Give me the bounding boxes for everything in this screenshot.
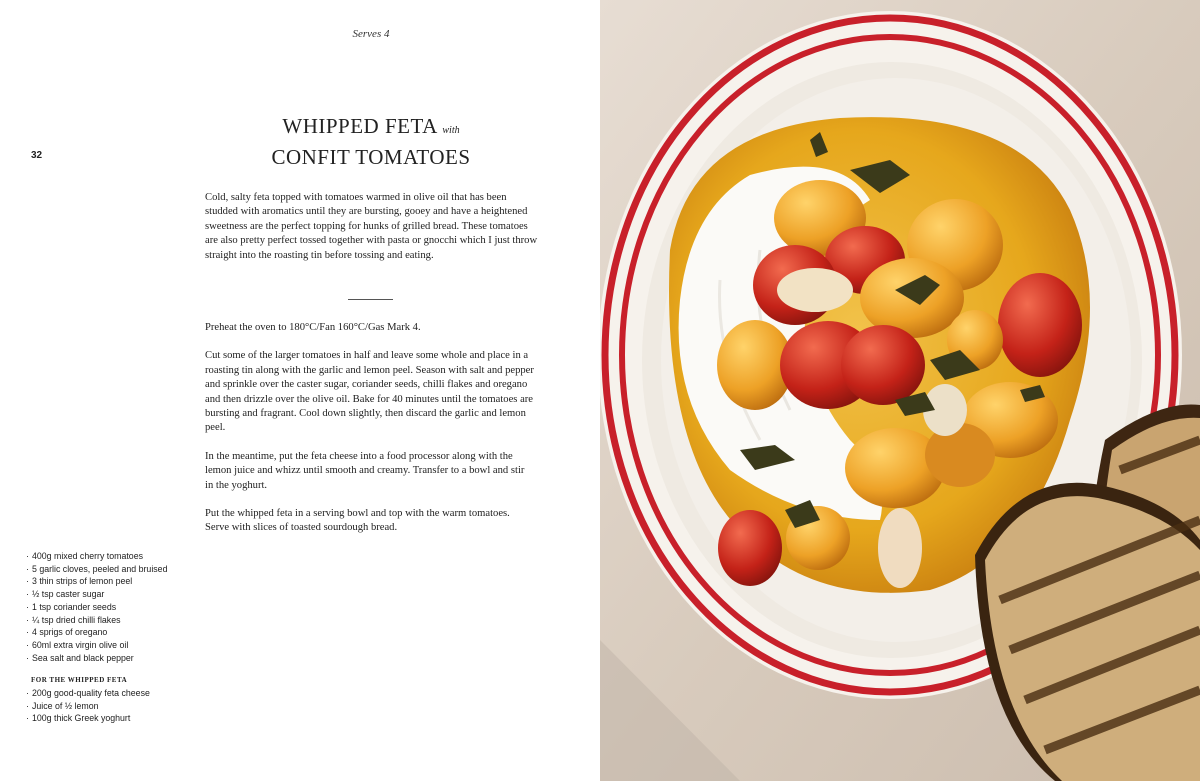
ingredient-item: · 5 garlic cloves, peeled and bruised	[26, 563, 196, 576]
method-steps	[205, 321, 535, 550]
serves-label: Serves 4	[352, 28, 390, 40]
recipe-intro: Cold, salty feta topped with tomatoes warmed in olive oil that has been studded with aromatics until they are bursting, gooey and have a heightened sweetness are the perfect topping for hunks of grilled bread. These tomatoes are also pretty perfect tossed together with pasta or gnocchi which I just throw straight into the roasting tin before tossing and eating.	[205, 192, 538, 261]
whipped-feta-heading: FOR THE WHIPPED FETA	[31, 676, 128, 685]
ingredient-item: · Juice of ½ lemon	[26, 700, 196, 713]
ingredient-item: · 400g mixed cherry tomatoes	[26, 550, 196, 563]
ingredient-item: · 200g good-quality feta cheese	[26, 687, 196, 700]
ingredient-item: · 100g thick Greek yoghurt	[26, 712, 196, 725]
ingredient-item: · ¼ tsp dried chilli flakes	[26, 614, 196, 627]
title-subtitle: CONFIT TOMATOES	[271, 145, 471, 169]
method-step: Preheat the oven to 180°C/Fan 160°C/Gas Mark 4.	[205, 322, 421, 333]
food-photo	[600, 0, 1200, 781]
ingredient-item: · 1 tsp coriander seeds	[26, 601, 196, 614]
ingredient-item: · Sea salt and black pepper	[26, 652, 196, 665]
ingredient-item: · 60ml extra virgin olive oil	[26, 639, 196, 652]
method-step: Cut some of the larger tomatoes in half and leave some whole and place in a roasting tin along with the garlic and lemon peel. Season with salt and pepper and sprinkle over the caster sugar, coriander seeds, chilli flakes and oregano and then drizzle over the olive oil. Bake for 40 minutes until the tomatoes are bursting and fragrant. Cool down slightly, then discard the garlic and lemon peel.	[205, 350, 534, 434]
method-step: Put the whipped feta in a serving bowl and top with the warm tomatoes. Serve with slices of toasted sourdough bread.	[205, 508, 510, 534]
ingredient-item: · 4 sprigs of oregano	[26, 626, 196, 639]
title-with: with	[442, 125, 460, 136]
garlic-clove	[777, 268, 853, 312]
ingredient-item: · ½ tsp caster sugar	[26, 588, 196, 601]
method-step: In the meantime, put the feta cheese into a food processor along with the lemon juice and whizz until smooth and creamy. Transfer to a bowl and stir in the yoghurt.	[205, 450, 525, 491]
food-photo-illustration	[600, 0, 1200, 781]
ingredients-list	[26, 550, 196, 725]
ingredient-item: · 3 thin strips of lemon peel	[26, 575, 196, 588]
section-divider	[348, 299, 393, 300]
page-number: 32	[31, 150, 43, 161]
recipe-title	[240, 113, 502, 171]
title-main: WHIPPED FETA	[282, 114, 437, 138]
